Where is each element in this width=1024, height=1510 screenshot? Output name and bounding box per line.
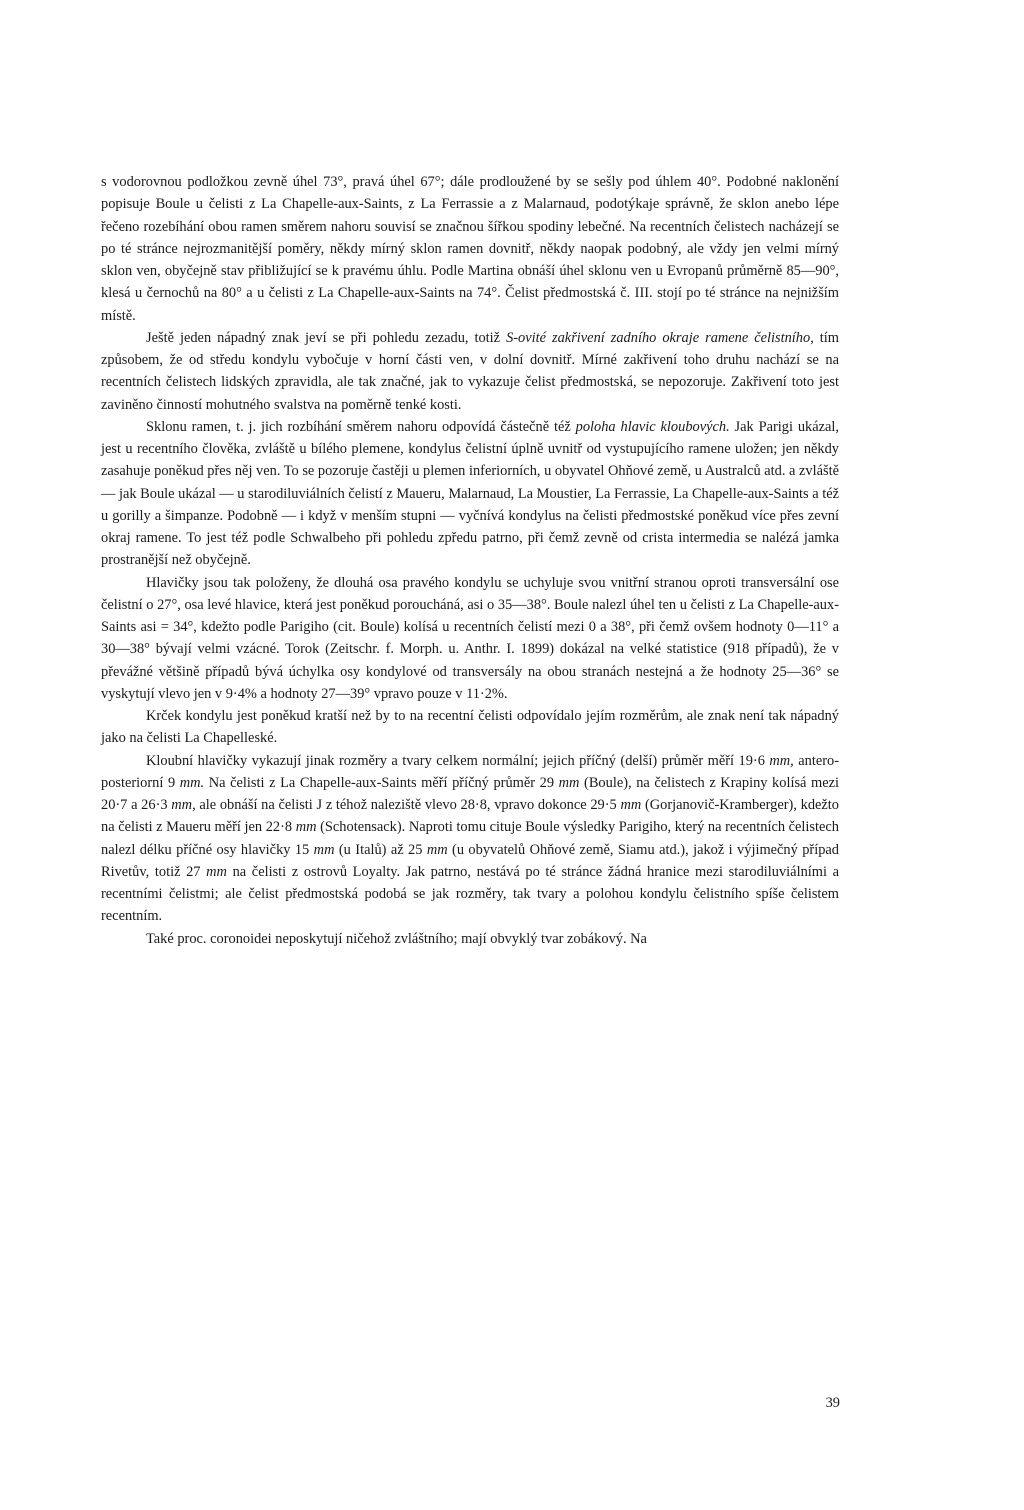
italic-text: mm bbox=[620, 797, 642, 813]
paragraph bbox=[101, 416, 839, 572]
text-run: Také proc. coronoidei neposkytují ničehož zvláštního; mají obvyklý tvar zobákový. Na bbox=[146, 930, 647, 947]
paragraph bbox=[101, 572, 839, 706]
text-run: (Schotensack). Naproti tomu cituje Boule výsledky Parigiho, který na recentních čelistech nalezl délku příčné osy hlavičky 15 bbox=[101, 819, 839, 858]
text-run: (u Italů) až 25 bbox=[334, 841, 427, 858]
italic-text: mm, bbox=[171, 797, 196, 813]
text-run: (u obyvatelů Ohňové země, Siamu atd.), jakož i výjimečný případ Rivetův, totiž 27 bbox=[101, 841, 839, 880]
text-run: tím způsobem, že od středu kondylu vybočuje v horní části ven, v dolní dovnitř. Mírné zakřivení toho druhu nachází se na recentních čelistech lidských zpravidla, ale tak značné, jak to vykazuje čelist předmostská, se nepozoruje. Zakřivení toto jest zaviněno činností mohutného svalstva na poměrně tenké kosti. bbox=[101, 329, 839, 413]
italic-text: mm. bbox=[179, 774, 205, 791]
text-run: Hlavičky jsou tak položeny, že dlouhá osa pravého kondylu se uchyluje svou vnitřní stranou oproti transversální ose čelistní o 27°, osa levé hlavice, která jest poněkud poroucháná, asi o 35—38°. Boule nalezl úhel ten u čelisti z La Chapelle-aux-Saints asi = 34°, kdežto podle Parigiho (cit. Boule) kolísá u recentních čelistí mezi 0 a 38°, při čemž ovšem hodnoty 0—11° a 30—38° bývají velmi vzácné. Torok (Zeitschr. f. Morph. u. Anthr. I. 1899) dokázal na velké statistice (918 případů), že v převážné většině případů bývá úchylka osy kondylové od transversály na obou stranách nestejná a že hodnoty 25—36° se vyskytují vlevo jen v 9·4% a hodnoty 27—39° vpravo pouze v 11·2%. bbox=[101, 574, 839, 702]
italic-text: mm bbox=[295, 819, 317, 836]
italic-text: S-ovité zakřivení zadního okraje ramene čelistního, bbox=[506, 329, 814, 346]
paragraph bbox=[101, 928, 839, 950]
italic-text: mm bbox=[206, 863, 227, 880]
italic-text: poloha hlavic kloubových. bbox=[575, 418, 730, 435]
text-run: na čelisti z ostrovů Loyalty. Jak patrno, nestává po té stránce žádná hranice mezi starodiluviálními a recentními čelistmi; ale čelist předmostská podobá se jak rozměry, tak tvary a polohou kondylu čelistního spíše čelistem recentním. bbox=[101, 863, 839, 925]
text-run: Jak Parigi ukázal, jest u recentního člověka, zvláště u bílého plemene, kondylus čelistní úplně uvnitř od vystupujícího ramene uložen; jen někdy zasahuje poněkud přes něj ven. To se pozoruje častěji u plemen inferiorních, u obyvatel Ohňové země, u Australců atd. a zvláště — jak Boule ukázal — u starodiluviálních čelistí z Maueru, Malarnaud, La Moustier, La Ferrassie, La Chapelle-aux-Saints a též u gorilly a šimpanze. Podobně — i když v menším stupni — vyčnívá kondylus na čelisti předmostské poněkud více přes zevní okraj ramene. To jest též podle Schwalbeho při pohledu zpředu patrno, při čemž zevně od crista intermedia se nalézá jamka prostranější než obyčejně. bbox=[101, 418, 840, 569]
paragraph bbox=[101, 750, 839, 928]
text-run: (Gorjanovič-Kramberger), kdežto na čelisti z Maueru měří jen 22·8 bbox=[101, 797, 839, 836]
italic-text: mm, bbox=[769, 752, 794, 769]
text-run: Na čelisti z La Chapelle-aux-Saints měří příčný průměr 29 bbox=[204, 774, 559, 791]
text-run: Ještě jeden nápadný znak jeví se při pohledu zezadu, totiž bbox=[146, 329, 507, 346]
paragraph bbox=[101, 705, 839, 750]
italic-text: mm bbox=[426, 841, 448, 858]
text-run: s vodorovnou podložkou zevně úhel 73°, pravá úhel 67°; dále prodloužené by se sešly pod úhlem 40°. Podobné naklonění popisuje Boule u čelisti z La Chapelle-aux-Saints, z La Ferrassie a z Malarnaud, podotýkaje správně, že sklon anebo lépe řečeno rozebíhání obou ramen směrem nahoru souvisí se značnou šířkou spodiny lebečné. Na recentních čelistech nacházejí se po té stránce nejrozmanitější poměry, někdy mírný sklon ramen dovnitř, někdy naopak podobný, ale vždy jen velmi mírný sklon ven, obyčejně stav přibližující se k pravému úhlu. Podle Martina obnáší úhel sklonu ven u Evropanů průměrně 85—90°, klesá u černochů na 80° a u čelisti z La Chapelle-aux-Saints na 74°. Čelist předmostská č. III. stojí po té stránce na nejnižším místě. bbox=[101, 174, 839, 324]
body-text bbox=[101, 171, 839, 950]
text-run: Krček kondylu jest poněkud kratší než by to na recentní čelisti odpovídalo jejím rozměrům, ale znak není tak nápadný jako na čelisti La Chapelleské. bbox=[101, 708, 839, 747]
text-run: Sklonu ramen, t. j. jich rozbíhání směrem nahoru odpovídá částečně též bbox=[146, 418, 576, 435]
text-run: antero-posteriorní 9 bbox=[101, 752, 839, 791]
page-number: 39 bbox=[825, 1395, 840, 1411]
text-run: ale obnáší na čelisti J z téhož naleziště vlevo 28·8, vpravo dokonce 29·5 bbox=[195, 797, 621, 813]
paragraph bbox=[101, 327, 839, 416]
italic-text: mm bbox=[558, 774, 580, 791]
text-run: (Boule), na čelistech z Krapiny kolísá mezi 20·7 a 26·3 bbox=[101, 774, 840, 813]
italic-text: mm bbox=[313, 841, 335, 858]
paragraph bbox=[101, 171, 839, 327]
text-run: Kloubní hlavičky vykazují jinak rozměry a tvary celkem normální; jejich příčný (delší) průměr měří 19·6 bbox=[146, 752, 770, 769]
